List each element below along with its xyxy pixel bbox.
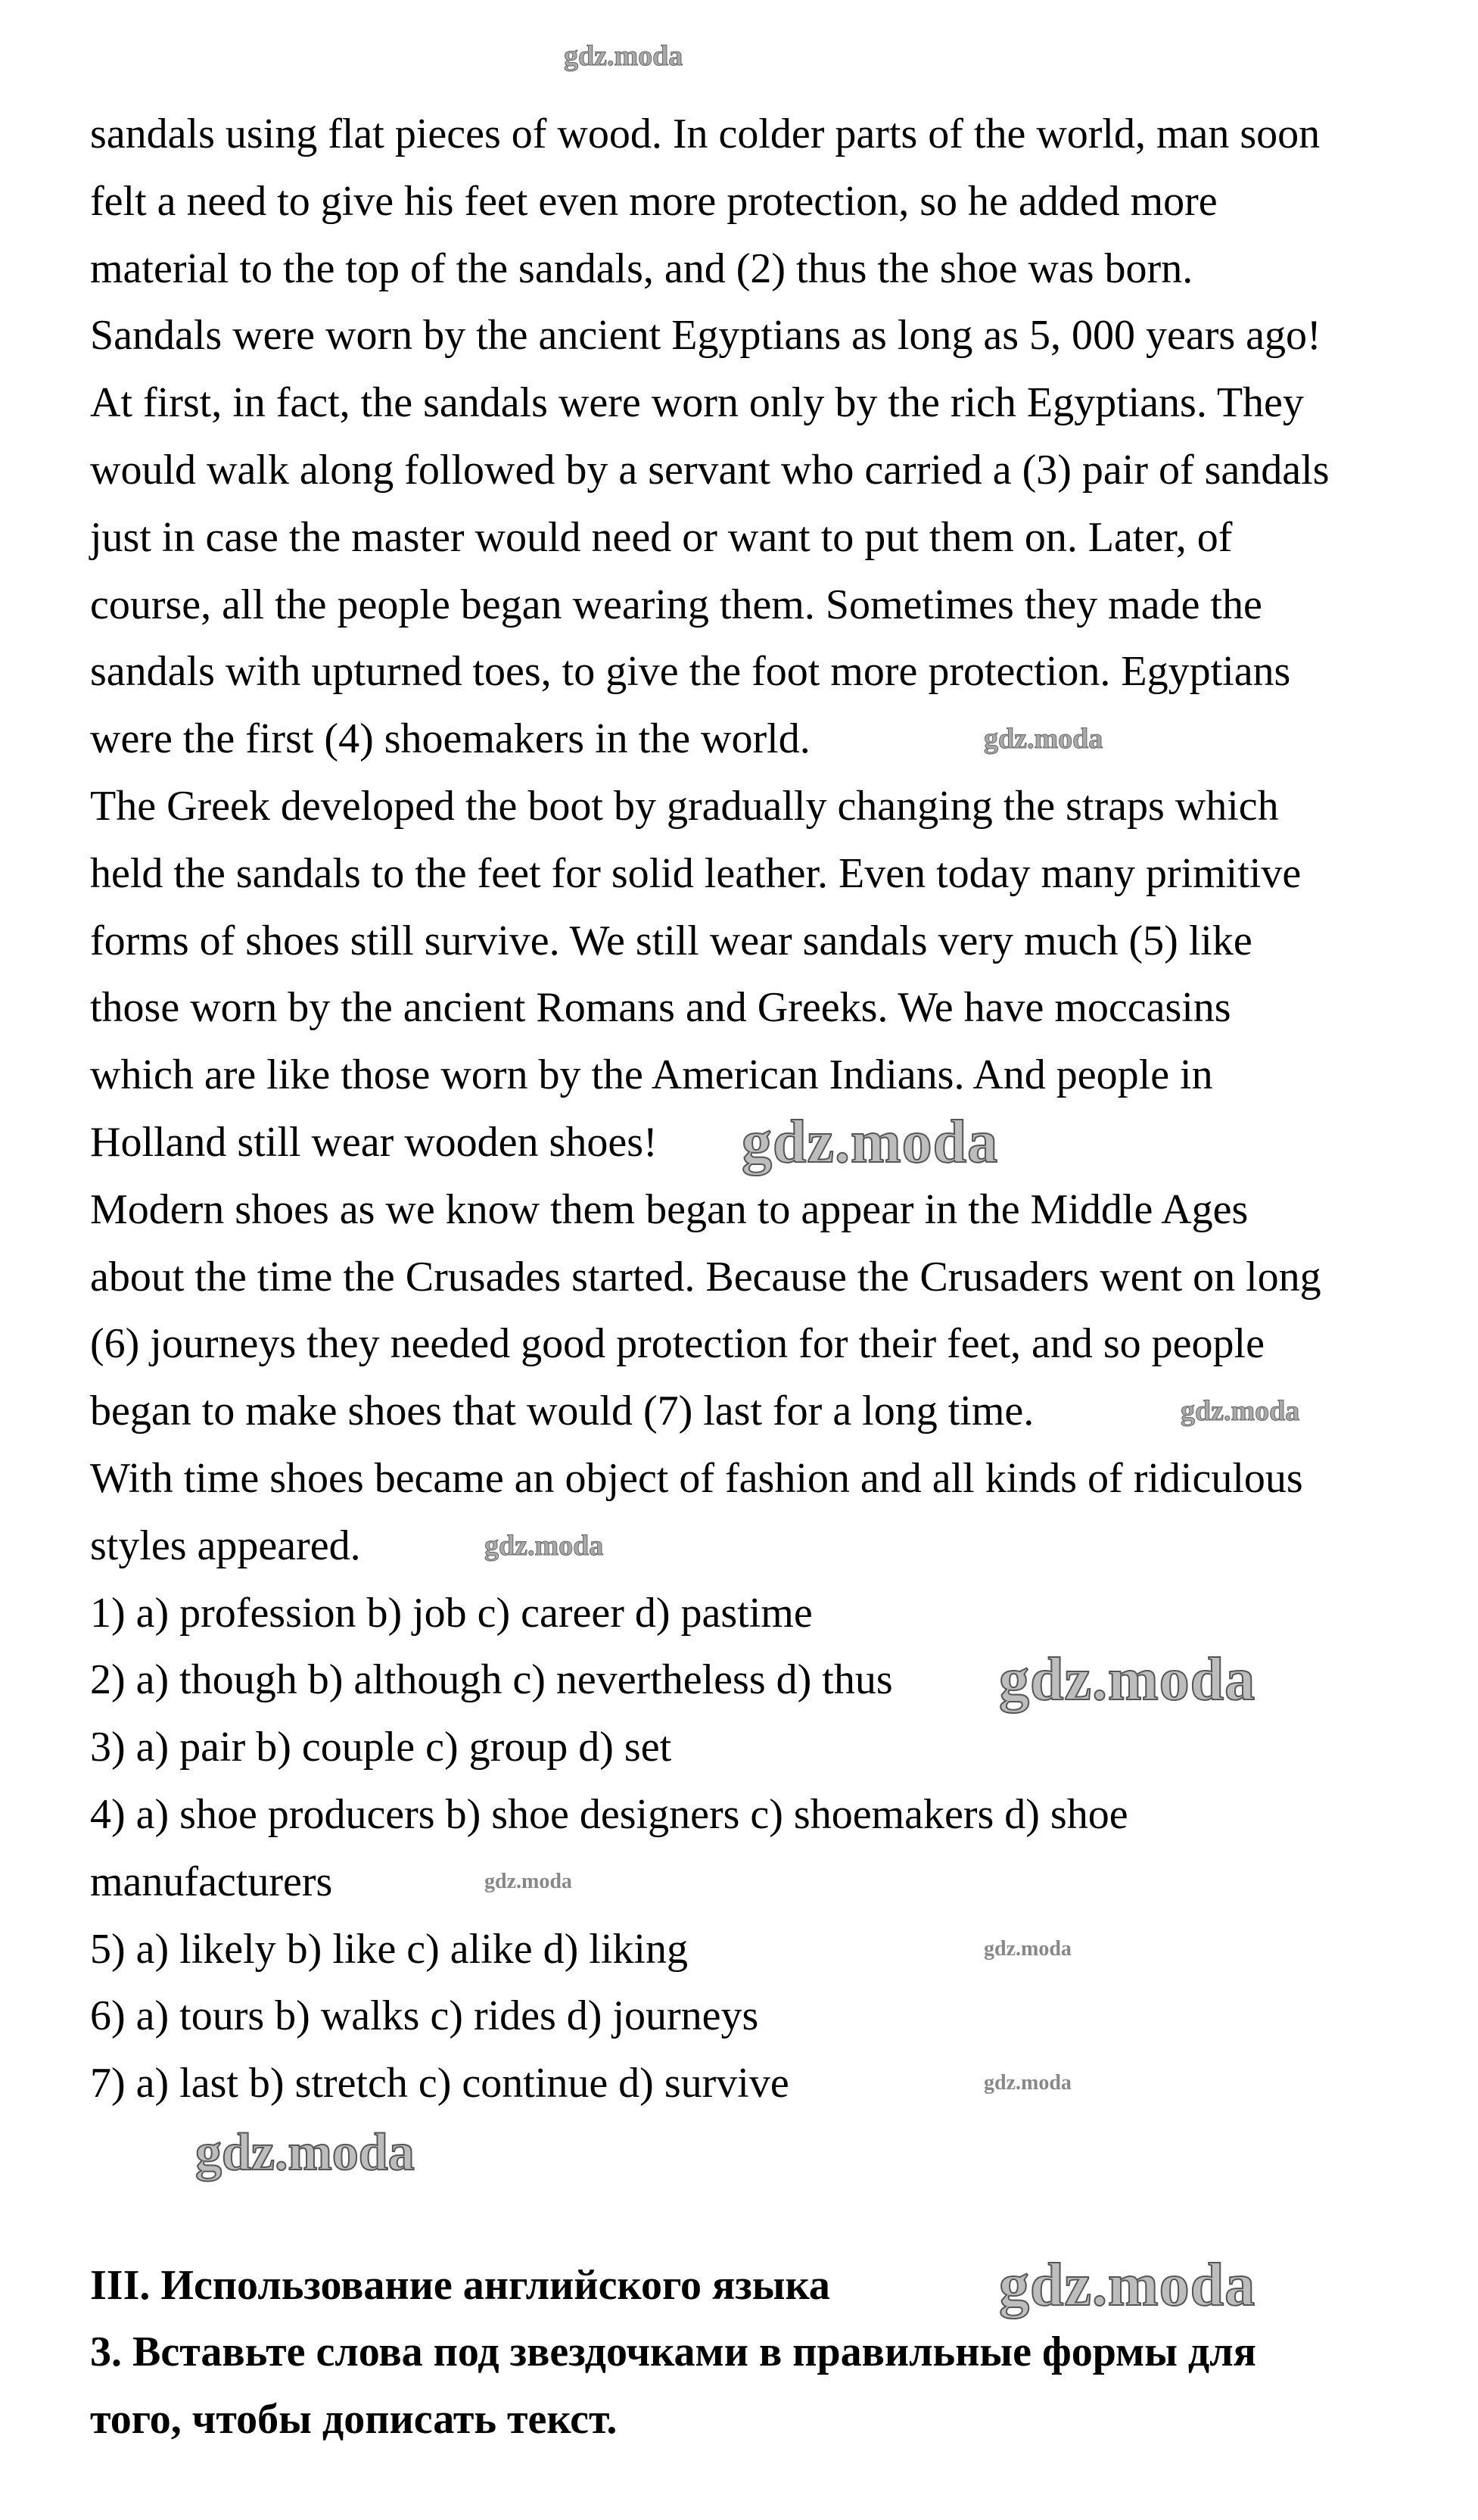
reading-passage: [90, 101, 1452, 1580]
passage-line: Modern shoes as we know them began to appear in the Middle Ages: [90, 1185, 1249, 1233]
passage-line: Sandals were worn by the ancient Egyptians as long as 5, 000 years ago!: [90, 312, 1321, 360]
passage-line: At first, in fact, the sandals were worn only by the rich Egyptians. They: [90, 379, 1304, 427]
passage-line: sandals with upturned toes, to give the foot more protection. Egyptians: [90, 648, 1291, 696]
spacer: [90, 2117, 1452, 2252]
passage-line: which are like those worn by the American Indians. And people in: [90, 1051, 1213, 1099]
passage-line: began to make shoes that would (7) last for a long time.: [90, 1388, 1035, 1435]
option-line: 4) a) shoe producers b) shoe designers c) shoemakers d) shoe: [90, 1790, 1128, 1838]
passage-line: about the time the Crusades started. Because the Crusaders went on long: [90, 1253, 1321, 1300]
watermark: gdz.moda: [999, 1646, 1256, 1713]
task-instruction: того, чтобы дописать текст.: [90, 2396, 618, 2444]
passage-line: felt a need to give his feet even more protection, so he added more: [90, 177, 1218, 225]
passage-line: those worn by the ancient Romans and Greeks. We have moccasins: [90, 984, 1231, 1032]
passage-line: would walk along followed by a servant who carried a (3) pair of sandals: [90, 446, 1330, 494]
passage-line: (6) journeys they needed good protection for their feet, and so people: [90, 1320, 1265, 1368]
option-line: 1) a) profession b) job c) career d) pastime: [90, 1589, 813, 1637]
watermark: gdz.moda: [984, 723, 1103, 755]
watermark: gdz.moda: [984, 1937, 1072, 1961]
passage-line: forms of shoes still survive. We still wear sandals very much (5) like: [90, 917, 1252, 964]
watermark: gdz.moda: [984, 2071, 1072, 2095]
watermark: gdz.moda: [195, 2123, 415, 2182]
option-line: 6) a) tours b) walks c) rides d) journeys: [90, 1992, 759, 2040]
option-line: 5) a) likely b) like c) alike d) liking: [90, 1925, 688, 1973]
option-line: 2) a) though b) although c) nevertheless d) thus: [90, 1656, 893, 1704]
passage-line: Holland still wear wooden shoes!: [90, 1118, 658, 1166]
document-page: [90, 101, 1452, 2453]
section-heading: III. Использование английского языка: [90, 2261, 830, 2309]
watermark: gdz.moda: [999, 2252, 1256, 2319]
watermark: gdz.moda: [742, 1109, 999, 1176]
passage-line: held the sandals to the feet for solid leather. Even today many primitive: [90, 849, 1302, 897]
option-line: manufacturers: [90, 1858, 333, 1905]
option-line: 3) a) pair b) couple c) group d) set: [90, 1724, 672, 1771]
passage-line: course, all the people began wearing them. Sometimes they made the: [90, 581, 1262, 628]
watermark: gdz.moda: [1181, 1395, 1300, 1427]
watermark: gdz.moda: [484, 1530, 604, 1562]
answer-options: [90, 1580, 1452, 2117]
passage-line: styles appeared.: [90, 1522, 361, 1569]
passage-line: were the first (4) shoemakers in the world.: [90, 715, 811, 763]
passage-line: With time shoes became an object of fashion and all kinds of ridiculous: [90, 1454, 1303, 1502]
passage-line: material to the top of the sandals, and (2) thus the shoe was born.: [90, 245, 1193, 292]
watermark: gdz.moda: [564, 40, 683, 72]
option-line: 7) a) last b) stretch c) continue d) survive: [90, 2060, 789, 2107]
passage-line: The Greek developed the boot by gradually changing the straps which: [90, 782, 1279, 830]
task-instruction: 3. Вставьте слова под звездочками в правильные формы для: [90, 2328, 1256, 2376]
watermark: gdz.moda: [484, 1870, 572, 1893]
passage-line: just in case the master would need or want to put them on. Later, of: [90, 513, 1233, 561]
passage-line: sandals using flat pieces of wood. In colder parts of the world, man soon: [90, 111, 1321, 157]
